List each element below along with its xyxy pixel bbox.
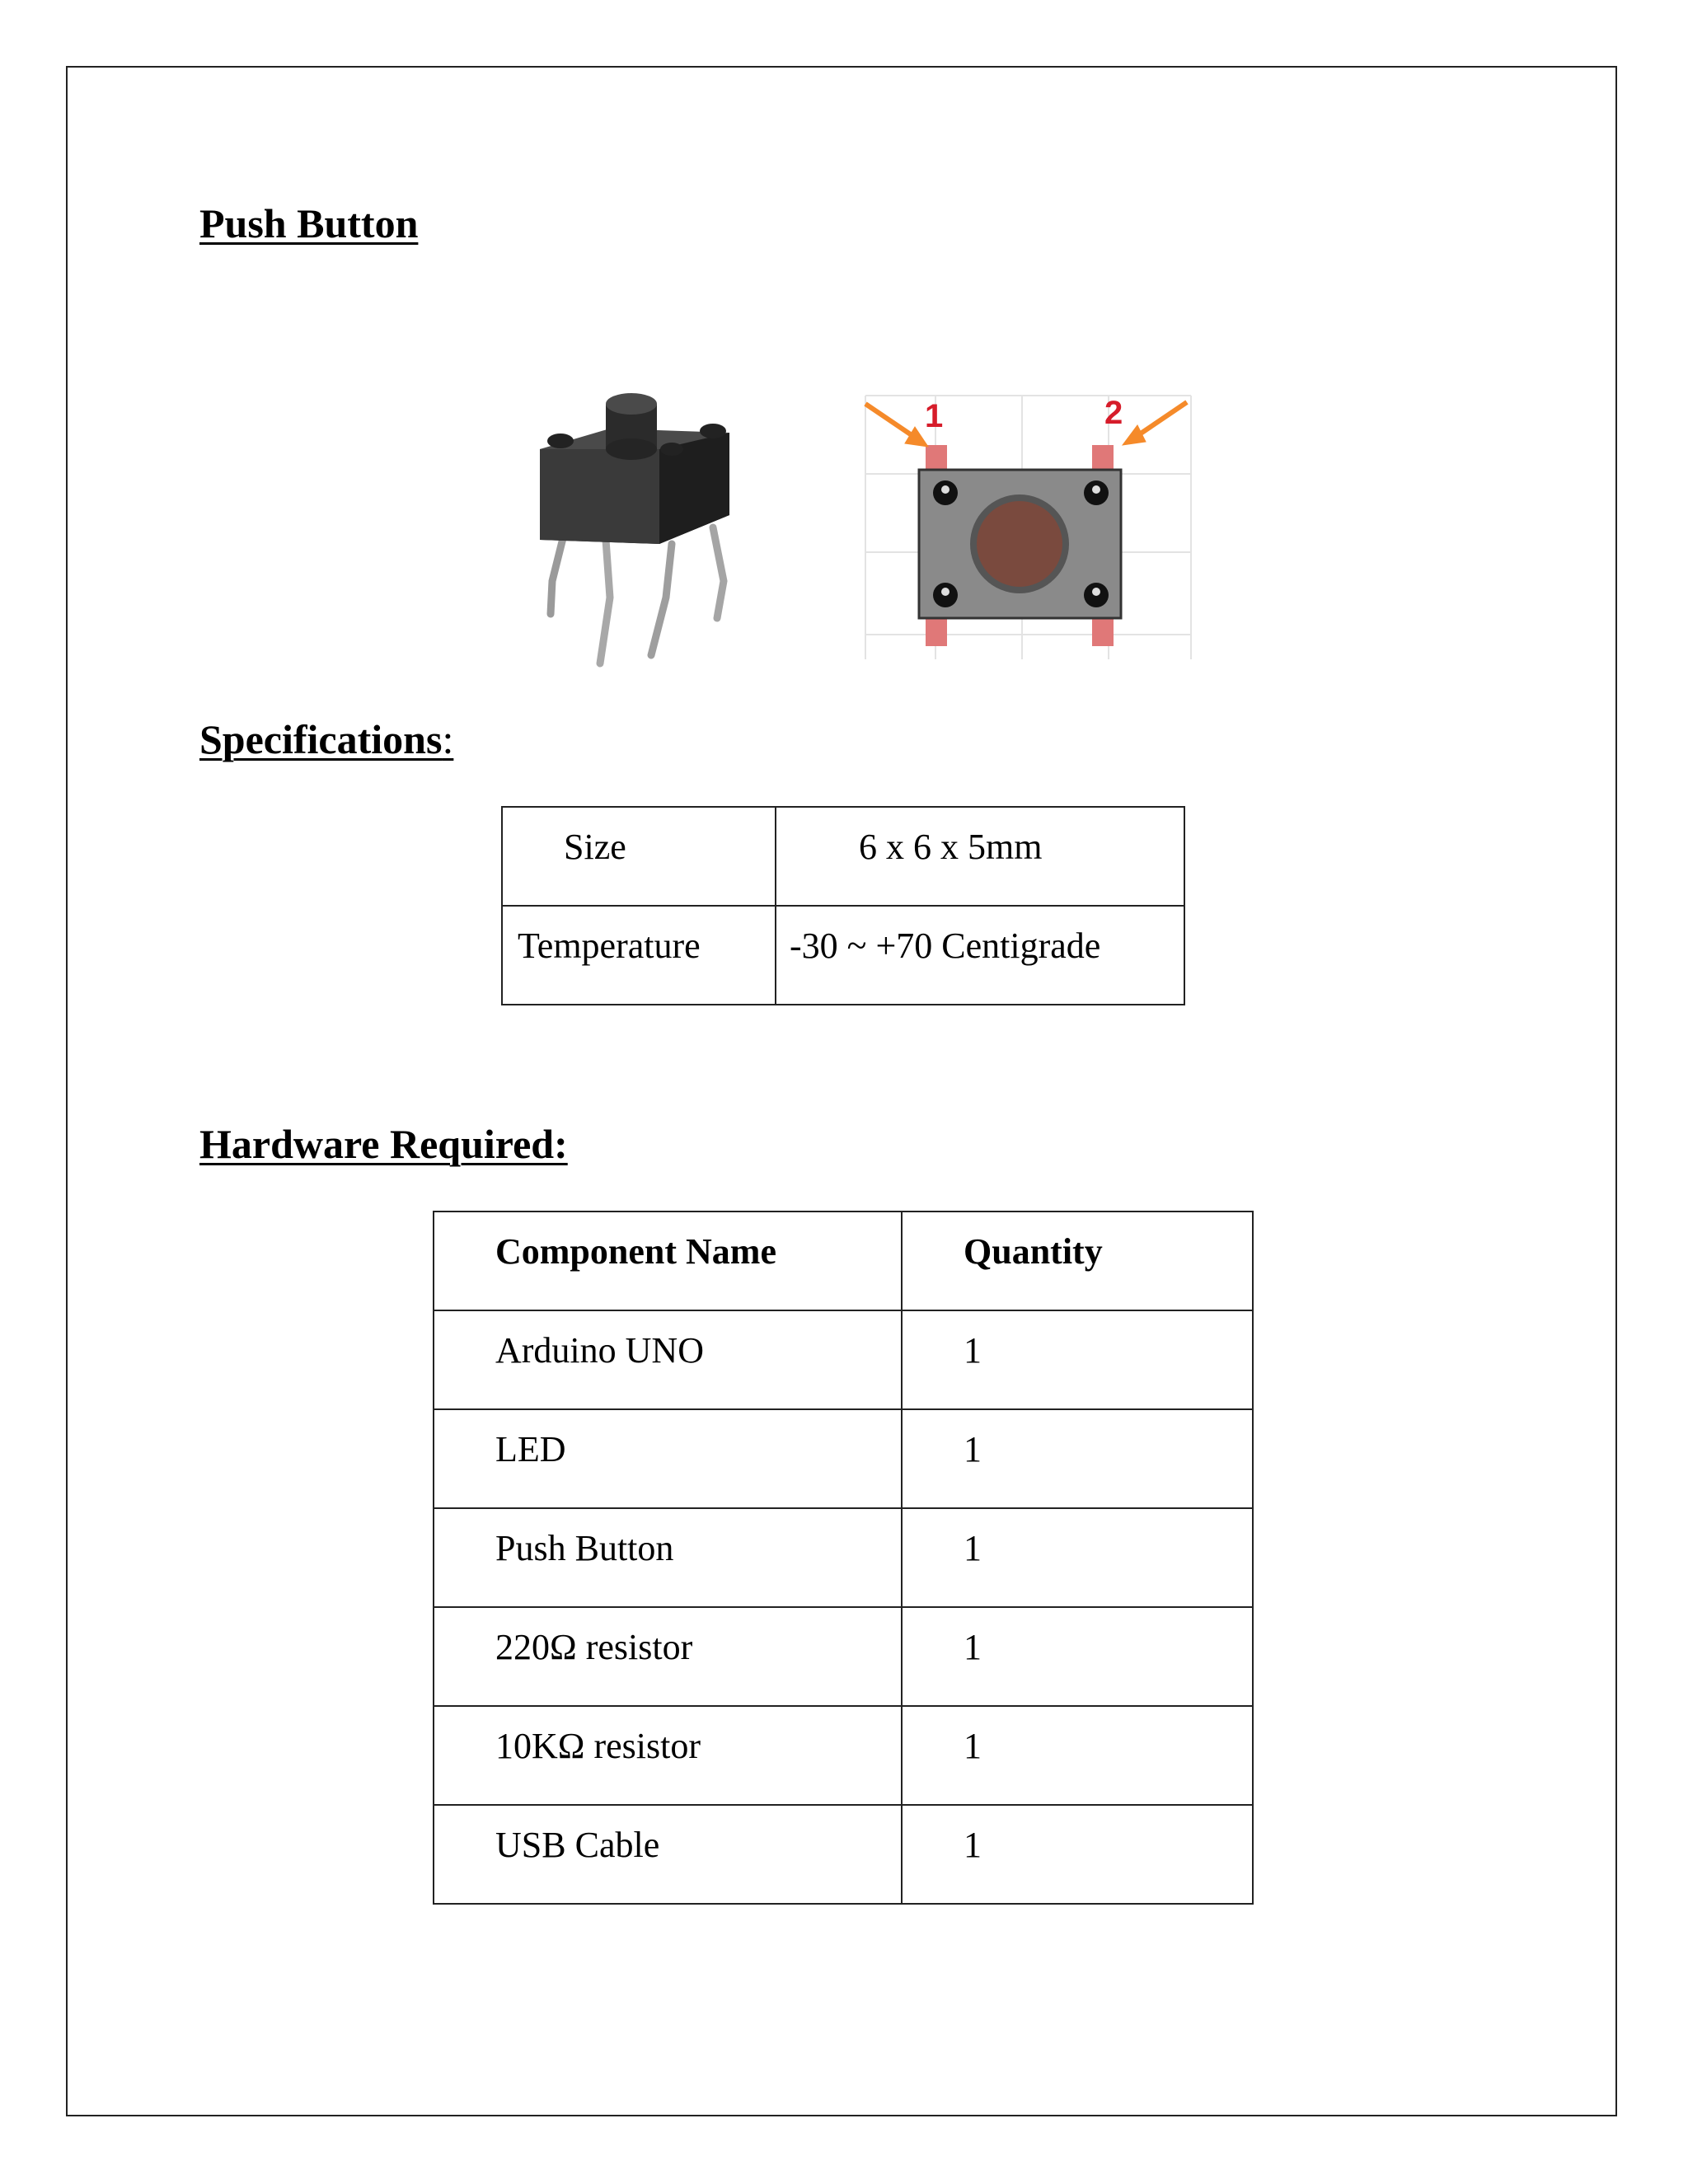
push-button-photo <box>528 391 742 672</box>
component-cell <box>434 1706 902 1805</box>
quantity-value: 1 <box>964 1528 982 1568</box>
spec-label-cell <box>502 807 776 906</box>
quantity-cell <box>902 1508 1253 1607</box>
quantity-value: 1 <box>964 1429 982 1469</box>
quantity-value: 1 <box>964 1825 982 1865</box>
table-row <box>502 906 1184 1005</box>
spec-value-cell <box>776 807 1184 906</box>
pin-1-label: 1 <box>925 398 944 434</box>
component-name-header: Component Name <box>495 1231 776 1272</box>
quantity-cell <box>902 1310 1253 1409</box>
header-cell <box>434 1212 902 1310</box>
specifications-heading <box>199 715 453 763</box>
component-name: 220Ω resistor <box>495 1627 693 1667</box>
component-cell <box>434 1409 902 1508</box>
table-row <box>502 807 1184 906</box>
specifications-table <box>501 806 1185 1005</box>
hardware-required-heading: Hardware Required: <box>199 1121 568 1167</box>
component-cell <box>434 1508 902 1607</box>
component-name: USB Cable <box>495 1825 660 1865</box>
quantity-cell <box>902 1706 1253 1805</box>
table-row <box>434 1310 1253 1409</box>
component-cell <box>434 1805 902 1904</box>
table-row <box>434 1508 1253 1607</box>
spec-value: 6 x 6 x 5mm <box>859 827 1043 867</box>
table-row <box>434 1409 1253 1508</box>
quantity-header: Quantity <box>964 1231 1103 1272</box>
quantity-value: 1 <box>964 1627 982 1667</box>
hardware-table <box>433 1211 1254 1905</box>
specifications-heading-text: Specifications <box>199 716 443 762</box>
header-cell <box>902 1212 1253 1310</box>
specifications-heading-colon: : <box>442 716 454 762</box>
spec-label-cell <box>502 906 776 1005</box>
quantity-value: 1 <box>964 1330 982 1371</box>
pin-2-label: 2 <box>1104 395 1123 431</box>
spec-label: Temperature <box>518 926 701 966</box>
quantity-cell <box>902 1409 1253 1508</box>
component-name: 10KΩ resistor <box>495 1726 701 1766</box>
table-row <box>434 1805 1253 1904</box>
spec-value: -30 ~ +70 Centigrade <box>790 926 1101 966</box>
spec-label: Size <box>564 827 626 867</box>
quantity-value: 1 <box>964 1726 982 1766</box>
table-row <box>434 1607 1253 1706</box>
spec-value-cell <box>776 906 1184 1005</box>
quantity-cell <box>902 1607 1253 1706</box>
quantity-cell <box>902 1805 1253 1904</box>
component-cell <box>434 1607 902 1706</box>
component-name: Push Button <box>495 1528 674 1568</box>
table-header-row <box>434 1212 1253 1310</box>
component-name: LED <box>495 1429 566 1469</box>
component-cell <box>434 1310 902 1409</box>
push-button-pinout-diagram <box>857 387 1203 668</box>
table-row <box>434 1706 1253 1805</box>
component-name: Arduino UNO <box>495 1330 704 1371</box>
push-button-heading: Push Button <box>199 200 419 246</box>
